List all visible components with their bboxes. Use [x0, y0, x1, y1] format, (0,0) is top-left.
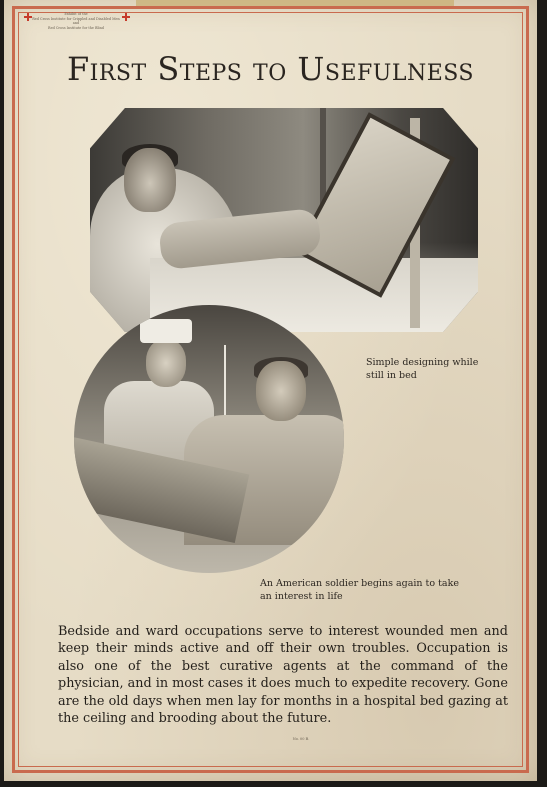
header-line-4: Red Cross Institute for the Blind [48, 25, 104, 30]
caption-photo-1: Simple designing while still in bed [366, 357, 479, 381]
soldier-head [124, 148, 176, 212]
poster-title: First Steps to Usefulness [66, 50, 475, 88]
nurse-cap [140, 319, 192, 343]
photo-soldier-designing-in-bed [90, 108, 478, 332]
red-cross-icon [24, 13, 32, 21]
photo-soldier-and-nurse-circular [74, 305, 344, 573]
footer-mark: No. 00 B. [292, 737, 310, 741]
header-line-3: and [72, 21, 80, 26]
nurse-face [146, 339, 186, 387]
body-paragraph: Bedside and ward occupations serve to interest wounded men and keep their minds active and off their own troubles. Occupation is also one of the best curative agents at the command of the physician, and in most cases it does much to expedite recovery. Gone are the old days when men lay for months in a hospital bed gazing at the ceiling and brooding about the future. [58, 624, 508, 727]
caption-photo-2: An American soldier begins again to take an interest in life [260, 578, 459, 602]
bed-rail [224, 345, 226, 425]
header-line-1: Exhibit of the [64, 12, 88, 16]
header-note [26, 12, 126, 30]
red-cross-icon [122, 13, 130, 21]
poster [4, 0, 537, 781]
header-line-2: Red Cross Institute for Crippled and Disabled Men [32, 16, 120, 21]
soldier-face [256, 361, 306, 421]
